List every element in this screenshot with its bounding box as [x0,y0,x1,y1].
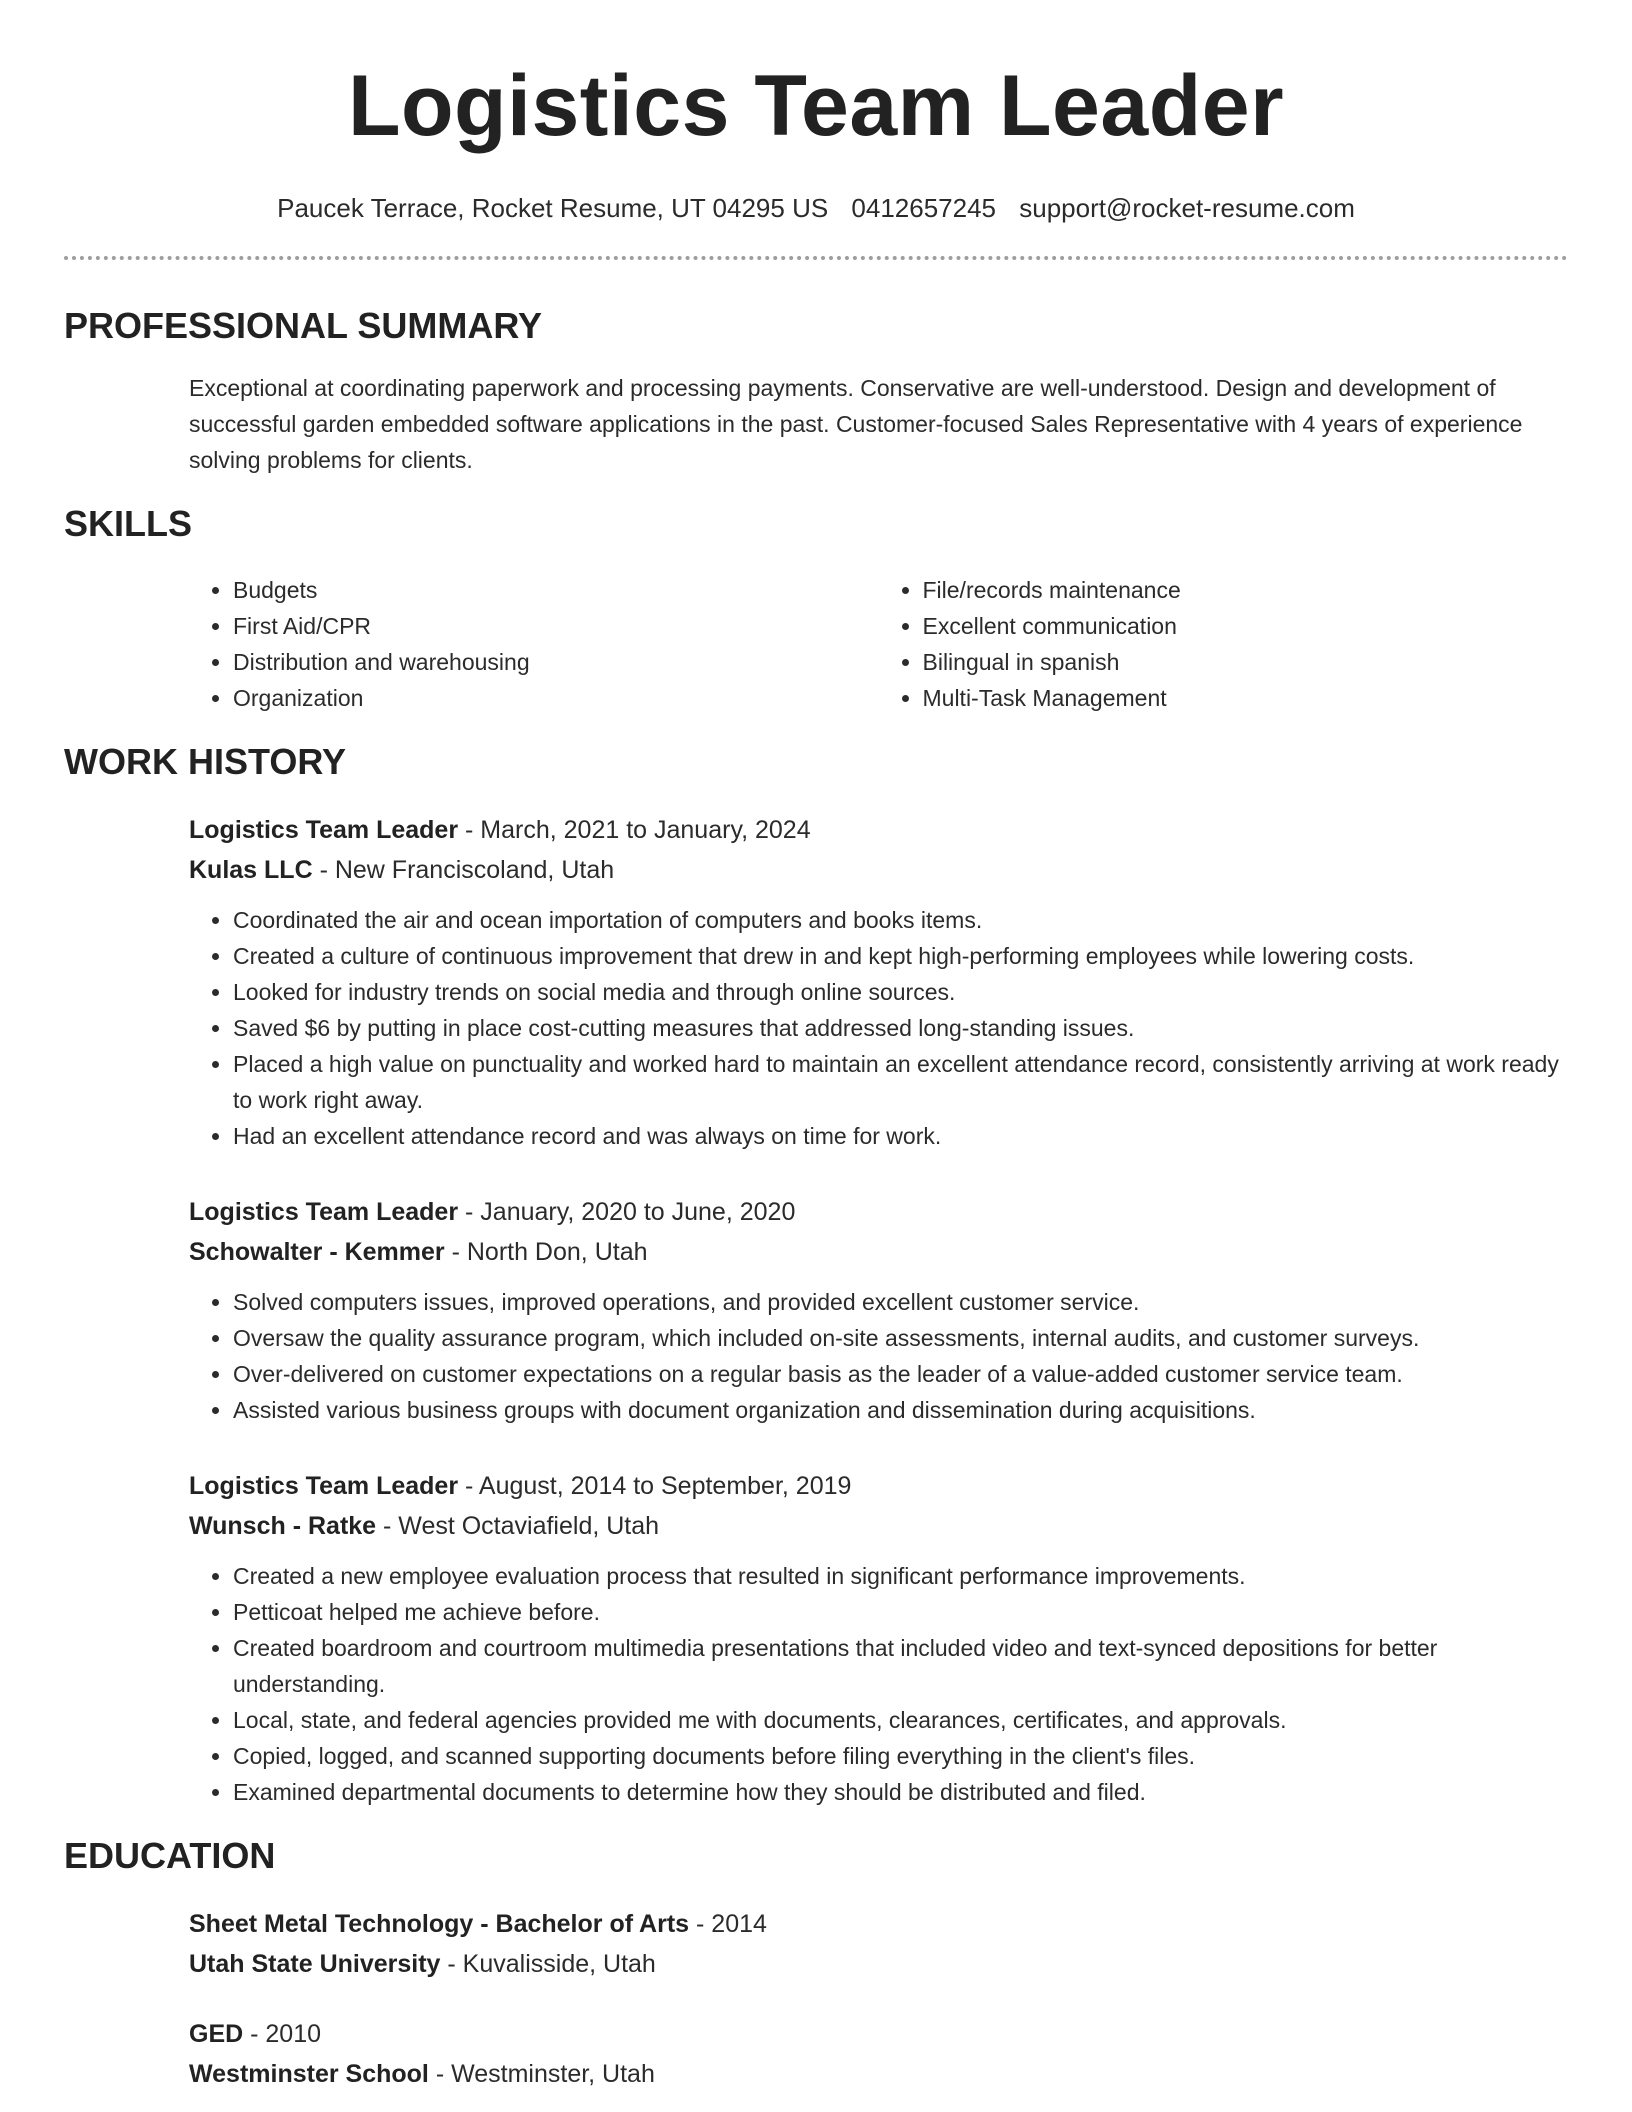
skill-item: • Budgets [233,572,879,608]
section-title-summary: PROFESSIONAL SUMMARY [64,305,543,346]
education-year: - 2014 [689,1910,767,1938]
job-company: Wunsch - Ratke [189,1512,377,1540]
job-bullet: • Solved computers issues, improved operations, and provided excellent customer service. [233,1284,1568,1320]
education-year: - 2010 [243,2020,322,2048]
job-bullet: • Saved $6 by putting in place cost-cutting measures that addressed long-standing issues. [233,1010,1568,1046]
job-bullet: • Oversaw the quality assurance program, which included on-site assessments, internal audits, and customer surveys. [233,1320,1568,1356]
education-location: - Westminster, Utah [428,2060,655,2088]
skill-item: • Bilingual in spanish [923,644,1569,680]
job-bullet: • Local, state, and federal agencies provided me with documents, clearances, certificates, and approvals. [233,1702,1568,1738]
education-location: - Kuvalisside, Utah [440,1950,656,1978]
job-bullet: • Over-delivered on customer expectations on a regular basis as the leader of a value-added customer service team. [233,1356,1568,1392]
skill-item: • File/records maintenance [923,572,1569,608]
education-degree: Sheet Metal Technology - Bachelor of Arts [189,1910,690,1938]
skills-column-right [879,572,1569,716]
job-entry [189,1192,1568,1428]
job-bullet: • Copied, logged, and scanned supporting documents before filing everything in the client's files. [233,1738,1568,1774]
job-company: Schowalter - Kemmer [189,1238,445,1266]
job-location: - North Don, Utah [444,1238,648,1266]
education-school-line [189,1944,1568,1984]
education-school: Utah State University [189,1950,441,1978]
job-bullet: • Examined departmental documents to determine how they should be distributed and filed. [233,1774,1568,1810]
job-bullet: • Created boardroom and courtroom multimedia presentations that included video and text-synced depositions for better understanding. [233,1630,1568,1702]
job-bullet: • Looked for industry trends on social media and through online sources. [233,974,1568,1010]
skills-list [189,572,1568,716]
job-role: Logistics Team Leader [189,816,459,844]
job-company-line [189,850,1568,890]
job-bullet: • Created a culture of continuous improvement that drew in and kept high-performing employees while lowering costs. [233,938,1568,974]
skill-item: • Excellent communication [923,608,1569,644]
skill-item: • First Aid/CPR [233,608,879,644]
job-location: - West Octaviafield, Utah [376,1512,660,1540]
section-title-education: EDUCATION [64,1835,276,1876]
job-bullet: • Had an excellent attendance record and was always on time for work. [233,1118,1568,1154]
candidate-title: Logistics Team Leader [347,58,1285,154]
job-company-line [189,1506,1568,1546]
job-role: Logistics Team Leader [189,1198,459,1226]
job-bullets [189,1558,1568,1810]
job-company: Kulas LLC [189,856,313,884]
skill-item: • Multi-Task Management [923,680,1569,716]
job-bullets [189,1284,1568,1428]
skill-item: • Organization [233,680,879,716]
contact-email: support@rocket-resume.com [1019,193,1355,223]
education-school: Westminster School [189,2060,429,2088]
job-role-line [189,1192,1568,1232]
job-bullets [189,902,1568,1154]
job-bullet: • Assisted various business groups with document organization and dissemination during acquisitions. [233,1392,1568,1428]
job-entry [189,810,1568,1154]
job-location: - New Franciscoland, Utah [312,856,615,884]
job-role: Logistics Team Leader [189,1472,459,1500]
job-bullet: • Created a new employee evaluation process that resulted in significant performance improvements. [233,1558,1568,1594]
section-title-skills: SKILLS [64,503,193,544]
skills-column-left [189,572,879,716]
job-bullet: • Placed a high value on punctuality and worked hard to maintain an excellent attendance record, consistently arriving at work ready to work right away. [233,1046,1568,1118]
header-divider [64,256,1568,260]
job-bullet: • Coordinated the air and ocean importation of computers and books items. [233,902,1568,938]
education-school-line [189,2054,1568,2094]
education-entry [189,2014,1568,2094]
job-bullet: • Petticoat helped me achieve before. [233,1594,1568,1630]
education-degree-line [189,1904,1568,1944]
job-dates: - March, 2021 to January, 2024 [458,816,811,844]
education-entry [189,1904,1568,1984]
contact-phone: 0412657245 [851,193,997,223]
contact-address: Paucek Terrace, Rocket Resume, UT 04295 US [277,193,829,223]
job-company-line [189,1232,1568,1272]
education-degree-line [189,2014,1568,2054]
job-role-line [189,810,1568,850]
job-dates: - August, 2014 to September, 2019 [458,1472,852,1500]
job-role-line [189,1466,1568,1506]
section-title-work-history: WORK HISTORY [64,741,347,782]
summary-text: Exceptional at coordinating paperwork and processing payments. Conservative are well-understood. Design and development of successful garden embedded software applications in the past. Customer-focused Sales Representative with 4 years of experience solving problems for clients. [189,375,1523,473]
job-dates: - January, 2020 to June, 2020 [458,1198,796,1226]
education-degree: GED [189,2020,244,2048]
contact-line [64,192,1568,224]
skill-item: • Distribution and warehousing [233,644,879,680]
job-entry [189,1466,1568,1810]
